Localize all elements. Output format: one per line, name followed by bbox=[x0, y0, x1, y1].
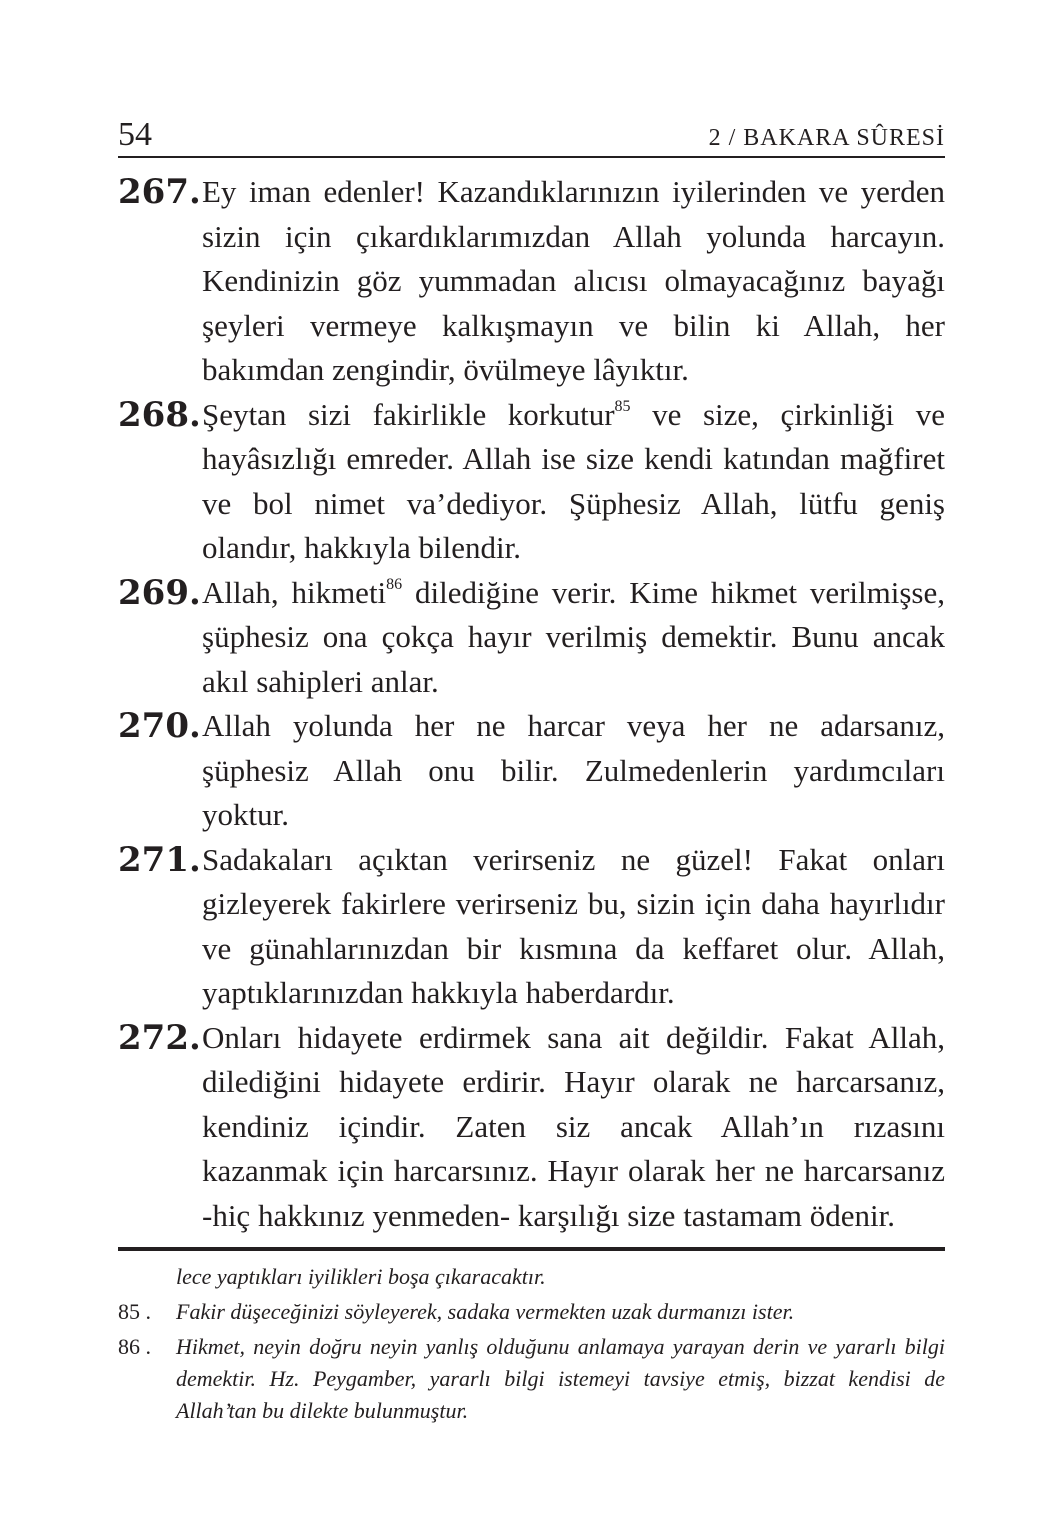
verse-number: 272. bbox=[118, 1017, 201, 1058]
running-title: 2 / BAKARA SÛRESİ bbox=[708, 125, 945, 151]
verse-text: Allah yolunda her ne harcar veya her ne adarsanız, şüphesiz Allah onu bilir. Zulmedenlerin yardımcıları yoktur. bbox=[202, 708, 945, 832]
page-number: 54 bbox=[118, 116, 152, 153]
footnote-number: 86 . bbox=[118, 1334, 151, 1359]
footnote-number: 85 . bbox=[118, 1299, 151, 1324]
verse-272 bbox=[118, 1016, 945, 1239]
footnote-85 bbox=[118, 1296, 945, 1328]
verse-270 bbox=[118, 704, 945, 838]
verse-list bbox=[118, 170, 945, 1238]
verse-number: 269. bbox=[118, 572, 201, 613]
verse-number: 270. bbox=[118, 706, 201, 746]
footnote-86 bbox=[118, 1331, 945, 1427]
footnote-ref-86[interactable]: 86 bbox=[386, 575, 403, 593]
page-header bbox=[118, 112, 945, 158]
footnote-divider bbox=[118, 1247, 945, 1251]
verse-271 bbox=[118, 838, 945, 1016]
verse-text bbox=[202, 393, 945, 571]
footnotes bbox=[118, 1261, 945, 1430]
verse-number: 267. bbox=[118, 172, 201, 212]
footnote-text: Fakir düşeceğinizi söyleyerek, sadaka vermekten uzak durmanızı ister. bbox=[176, 1299, 795, 1324]
verse-text-part: Şeytan sizi fakirlikle korkutur bbox=[202, 396, 615, 432]
verse-text bbox=[202, 571, 945, 705]
verse-number: 271. bbox=[118, 839, 201, 880]
verse-267 bbox=[118, 170, 945, 393]
verse-text-part: dilediğine verir. Kime hikmet verilmişse, şüphesiz ona çokça hayır verilmiş demektir. Bunu ancak akıl sahipleri anlar. bbox=[202, 574, 945, 699]
verse-text: Sadakaları açıktan verirseniz ne güzel! Fakat onları gizleyerek fakirlere verirseniz bu, sizin için daha hayırlıdır ve günahlarınızdan bir kısmına da keffaret olur. Allah, yaptıklarınızdan hakkıyla haberdardır. bbox=[202, 841, 945, 1010]
verse-268 bbox=[118, 393, 945, 571]
verse-text: Ey iman edenler! Kazandıklarınızın iyilerinden ve yerden sizin için çıkardıklarımızdan Allah yolunda harcayın. Kendinizin göz yummadan alıcısı olmayacağınız bayağı şeyleri vermeye kalkışmayın ve bilin ki Allah, her bakımdan zengindir, övülmeye lâyıktır. bbox=[202, 174, 945, 387]
verse-text: Onları hidayete erdirmek sana ait değildir. Fakat Allah, dilediğini hidayete erdirir. Hayır olarak ne harcarsanız, kendiniz içindir. Zaten siz ancak Allah’ın rızasını kazanmak için harcarsınız. Hayır olarak her ne harcarsanız -hiç hakkınız yenmeden- karşılığı size tastamam ödenir. bbox=[202, 1019, 945, 1233]
verse-269 bbox=[118, 571, 945, 705]
verse-text-part: ve size, çirkinliği ve hayâsızlığı emreder. Allah ise size kendi katından mağfiret ve bol nimet va’dediyor. Şüphesiz Allah, lütfu geniş olandır, hakkıyla bilendir. bbox=[202, 396, 945, 565]
verse-number: 268. bbox=[118, 394, 201, 435]
footnote-continuation: lece yaptıkları iyilikleri boşa çıkaracaktır. bbox=[176, 1264, 546, 1289]
footnote-text: Hikmet, neyin doğru neyin yanlış olduğunu anlamaya yarayan derin ve yararlı bilgi demektir. Hz. Peygamber, yararlı bilgi istemeyi tavsiye etmiş, bizzat kendisi de Allah’tan bu dilekte bulunmuştur. bbox=[176, 1334, 945, 1423]
footnote-ref-85[interactable]: 85 bbox=[614, 397, 631, 415]
verse-text-part: Allah, hikmeti bbox=[202, 574, 387, 610]
